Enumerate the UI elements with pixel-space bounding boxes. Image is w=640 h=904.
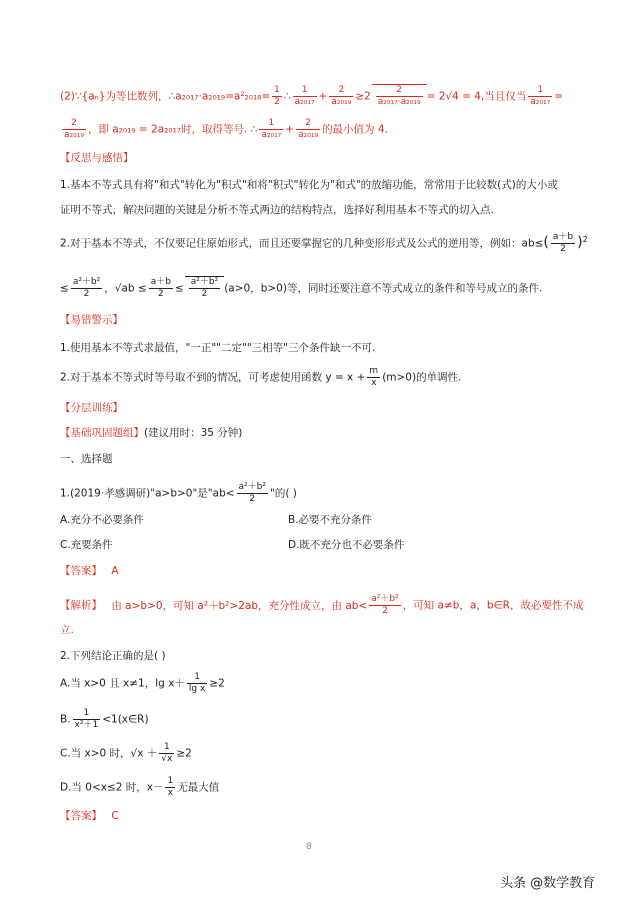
reflection-line-2: 证明不等式，解决问题的关键是分析不等式两边的结构特点，选择好利用基本不等式的切入点. bbox=[60, 204, 494, 216]
fraction: $\frac{1}{\text{lg x}}$ bbox=[188, 672, 206, 694]
solution-line-1: (2)∵{aₙ}为等比数列，∴a₂₀₁₇·a₂₀₁₉=a²₂₀₁₈= $\frac{1}{2}$ ∴ $\frac{1}{\text{a₂₀₁₇}}$ + $\frac{2}{\text{a₂₀₁₉}}$ ≥2 $\frac{2}{\text{a₂₀₁₇·a₂₀₁₉}}$ = 2√4 = 4,当且仅当 $\frac{1}{\text{a₂₀₁₇}}$ = bbox=[60, 85, 564, 107]
fraction: $\frac{\text{a²＋b²}}{2}$ bbox=[371, 594, 399, 616]
explanation-1: 【解析】 由 a>b>0，可知 a²＋b²>2ab，充分性成立，由 ab< $\frac{\text{a²＋b²}}{2}$ ，可知 a≠b，a，b∈R，故必要性不成 bbox=[60, 594, 584, 616]
fraction: $\frac{\text{a²＋b²}}{2}$ bbox=[238, 482, 266, 504]
basic-header-line bbox=[60, 425, 242, 441]
fraction: $\frac{\text{a²＋b²}}{2}$ bbox=[72, 277, 101, 299]
fraction: $\frac{1}{\text{a₂₀₁₇}}$ bbox=[261, 118, 282, 140]
reflection-header: 【反思与感悟】 bbox=[60, 152, 134, 164]
answer-label: 【答案】 bbox=[60, 565, 102, 577]
option-2d: D.当 0<x≤2 时，x－ $\frac{1}{x}$ 无最大值 bbox=[60, 776, 220, 798]
fraction: $\frac{1}{2}$ bbox=[274, 85, 280, 107]
reflection-line-1: 1.基本不等式具有将"和式"转化为"积式"和将"积式"转化为"和式"的放缩功能，常常用于比较数(式)的大小或 bbox=[60, 179, 558, 191]
answer-label: 【答案】 bbox=[60, 810, 102, 822]
option-2a: A.当 x>0 且 x≠1，lg x＋ $\frac{1}{\text{lg x}}$ ≥2 bbox=[60, 672, 225, 694]
option-2c: C.当 x>0 时，√x ＋ $\frac{1}{√x}$ ≥2 bbox=[60, 742, 192, 764]
training-header: 【分层训练】 bbox=[60, 402, 123, 414]
fraction: $\frac{2}{\text{a₂₀₁₉}}$ bbox=[331, 85, 352, 107]
basic-time-note: (建议用时：35 分钟) bbox=[144, 427, 243, 439]
page-number: 8 bbox=[306, 842, 312, 852]
section-title: 一、选择题 bbox=[60, 453, 113, 465]
fraction: $\frac{a+b}{2}$ bbox=[150, 277, 171, 299]
fraction: $\frac{2}{\text{a₂₀₁₉}}$ bbox=[298, 118, 319, 140]
fraction: $\frac{1}{\text{a₂₀₁₇}}$ bbox=[294, 85, 315, 107]
fraction: $\frac{m}{x}$ bbox=[369, 366, 379, 388]
question-1: 1.(2019·孝感调研)"a>b>0"是"ab< $\frac{\text{a²＋b²}}{2}$ "的( ) bbox=[60, 482, 297, 504]
reflection-line-3: 2.对于基本不等式，不仅要记住原始形式，而且还要掌握它的几种变形形式及公式的逆用等，例如：ab≤( $\frac{a+b}{2}$ )$^2$ bbox=[60, 232, 588, 254]
explanation-1-cont: 立. bbox=[60, 624, 74, 636]
option-1a: A.充分不必要条件 bbox=[60, 514, 144, 526]
option-2b: B. $\frac{1}{\text{x²＋1}}$ <1(x∈R) bbox=[60, 708, 149, 730]
reflection-line-4: ≤ $\frac{\text{a²＋b²}}{2}$ ，√ab ≤ $\frac{a+b}{2}$ ≤ $\frac{\text{a²＋b²}}{2}$ (a>0，b>0)等，同时还要注意不等式成立的条件和等号成立的条件. bbox=[60, 277, 543, 299]
option-1d: D.既不充分也不必要条件 bbox=[288, 539, 405, 551]
error-line-1: 1.使用基本不等式求最值，"一正""二定""三相等"三个条件缺一不可. bbox=[60, 342, 376, 354]
fraction: $\frac{1}{√x}$ bbox=[161, 742, 173, 764]
fraction: $\frac{1}{x}$ bbox=[167, 776, 174, 798]
fraction: $\frac{1}{\text{x²＋1}}$ bbox=[74, 708, 99, 730]
question-2: 2.下列结论正确的是( ) bbox=[60, 650, 166, 662]
fraction: $\frac{a+b}{2}$ bbox=[552, 232, 574, 254]
sqrt: $\frac{\text{a²＋b²}}{2}$ bbox=[185, 276, 224, 300]
error-warning-header: 【易错警示】 bbox=[60, 314, 123, 326]
option-1b: B.必要不充分条件 bbox=[288, 514, 373, 526]
watermark: 头条 @数学教育 bbox=[500, 876, 596, 891]
sqrt: $\frac{2}{\text{a₂₀₁₇·a₂₀₁₉}}$ bbox=[372, 84, 427, 108]
option-1c: C.充要条件 bbox=[60, 539, 113, 551]
fraction: $\frac{2}{\text{a₂₀₁₉}}$ bbox=[64, 118, 84, 140]
explanation-label: 【解析】 bbox=[60, 599, 102, 612]
solution-line-2: $\frac{2}{\text{a₂₀₁₉}}$ ，即 a₂₀₁₉ = 2a₂₀₁₇时，取得等号. ∴ $\frac{1}{\text{a₂₀₁₇}}$ + $\frac{2}{\text{a₂₀₁₉}}$ 的最小值为 4. bbox=[64, 118, 388, 140]
answer-2: 【答案】 C bbox=[60, 810, 119, 822]
error-line-2: 2.对于基本不等式时等号取不到的情况，可考虑使用函数 y = x + $\frac{m}{x}$ (m>0)的单调性. bbox=[60, 366, 462, 388]
answer-1: 【答案】 A bbox=[60, 565, 119, 577]
fraction: $\frac{1}{\text{a₂₀₁₇}}$ bbox=[530, 85, 551, 107]
basic-header: 【基础巩固题组】 bbox=[60, 427, 144, 439]
